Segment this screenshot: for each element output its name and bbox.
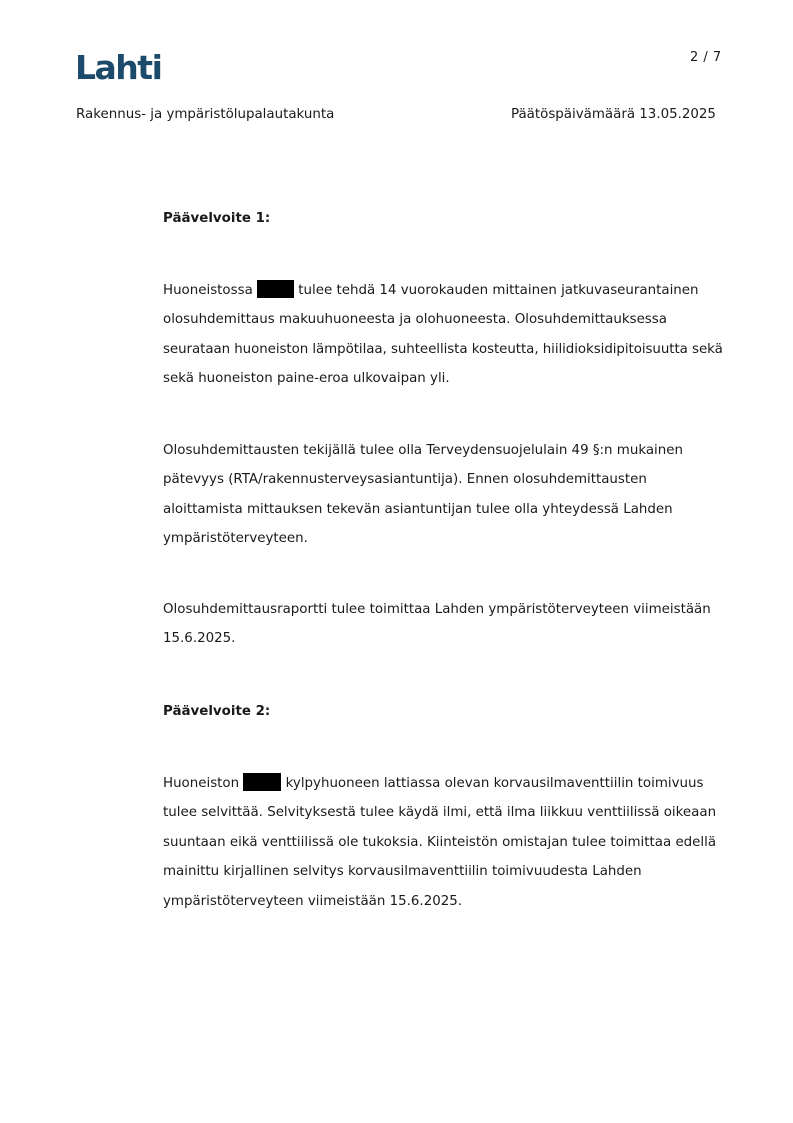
organization-name: Rakennus- ja ympäristölupalautakunta [76, 107, 335, 122]
text-line [163, 769, 723, 798]
text-segment: tulee tehdä 14 vuorokauden mittainen jatkuvaseurantainen [294, 283, 699, 298]
text-segment: Huoneiston [163, 776, 244, 791]
obligation-1-paragraph-1 [163, 276, 723, 394]
decision-date: Päätöspäivämäärä 13.05.2025 [511, 107, 716, 122]
text-line: suuntaan eikä venttiilissä ole tukoksia. Kiinteistön omistajan tulee toimittaa edellä [163, 834, 717, 850]
text-segment: kylpyhuoneen lattiassa olevan korvausilmaventtiilin toimivuus [281, 776, 704, 791]
text-line: ympäristöterveyteen. [163, 531, 308, 547]
obligation-1-heading: Päävelvoite 1: [163, 211, 271, 226]
obligation-2-paragraph-1 [163, 769, 723, 916]
text-line: ympäristöterveyteen viimeistään 15.6.2025. [163, 893, 463, 909]
redaction-box [243, 773, 281, 791]
text-line: 15.6.2025. [163, 631, 236, 647]
obligation-1-paragraph-3 [163, 595, 723, 654]
text-line: mainittu kirjallinen selvitys korvausilmaventtiilin toimivuudesta Lahden [163, 864, 642, 880]
text-line: seurataan huoneiston lämpötilaa, suhteellista kosteutta, hiilidioksidipitoisuutta sekä [163, 341, 723, 357]
text-line: sekä huoneiston paine-eroa ulkovaipan yli. [163, 371, 450, 387]
text-line: pätevyys (RTA/rakennusterveysasiantuntija). Ennen olosuhdemittausten [163, 472, 647, 488]
redaction-box [257, 280, 294, 298]
page-number: 2 / 7 [690, 50, 722, 65]
text-segment: Huoneistossa [163, 283, 258, 298]
obligation-1-paragraph-2 [163, 436, 723, 554]
text-line: olosuhdemittaus makuuhuoneesta ja olohuoneesta. Olosuhdemittauksessa [163, 312, 667, 328]
text-line: tulee selvittää. Selvityksestä tulee käydä ilmi, että ilma liikkuu venttiilissä oikeaan [163, 805, 717, 821]
text-line: Olosuhdemittausraportti tulee toimittaa Lahden ympäristöterveyteen viimeistään [163, 602, 711, 617]
lahti-logo [75, 49, 175, 83]
text-line: Olosuhdemittausten tekijällä tulee olla Terveydensuojelulain 49 §:n mukainen [163, 443, 683, 458]
svg-text:Lahti: Lahti [75, 49, 162, 83]
obligation-2-heading: Päävelvoite 2: [163, 704, 271, 719]
text-line: aloittamista mittauksen tekevän asiantuntijan tulee olla yhteydessä Lahden [163, 501, 673, 517]
text-line [163, 276, 723, 305]
